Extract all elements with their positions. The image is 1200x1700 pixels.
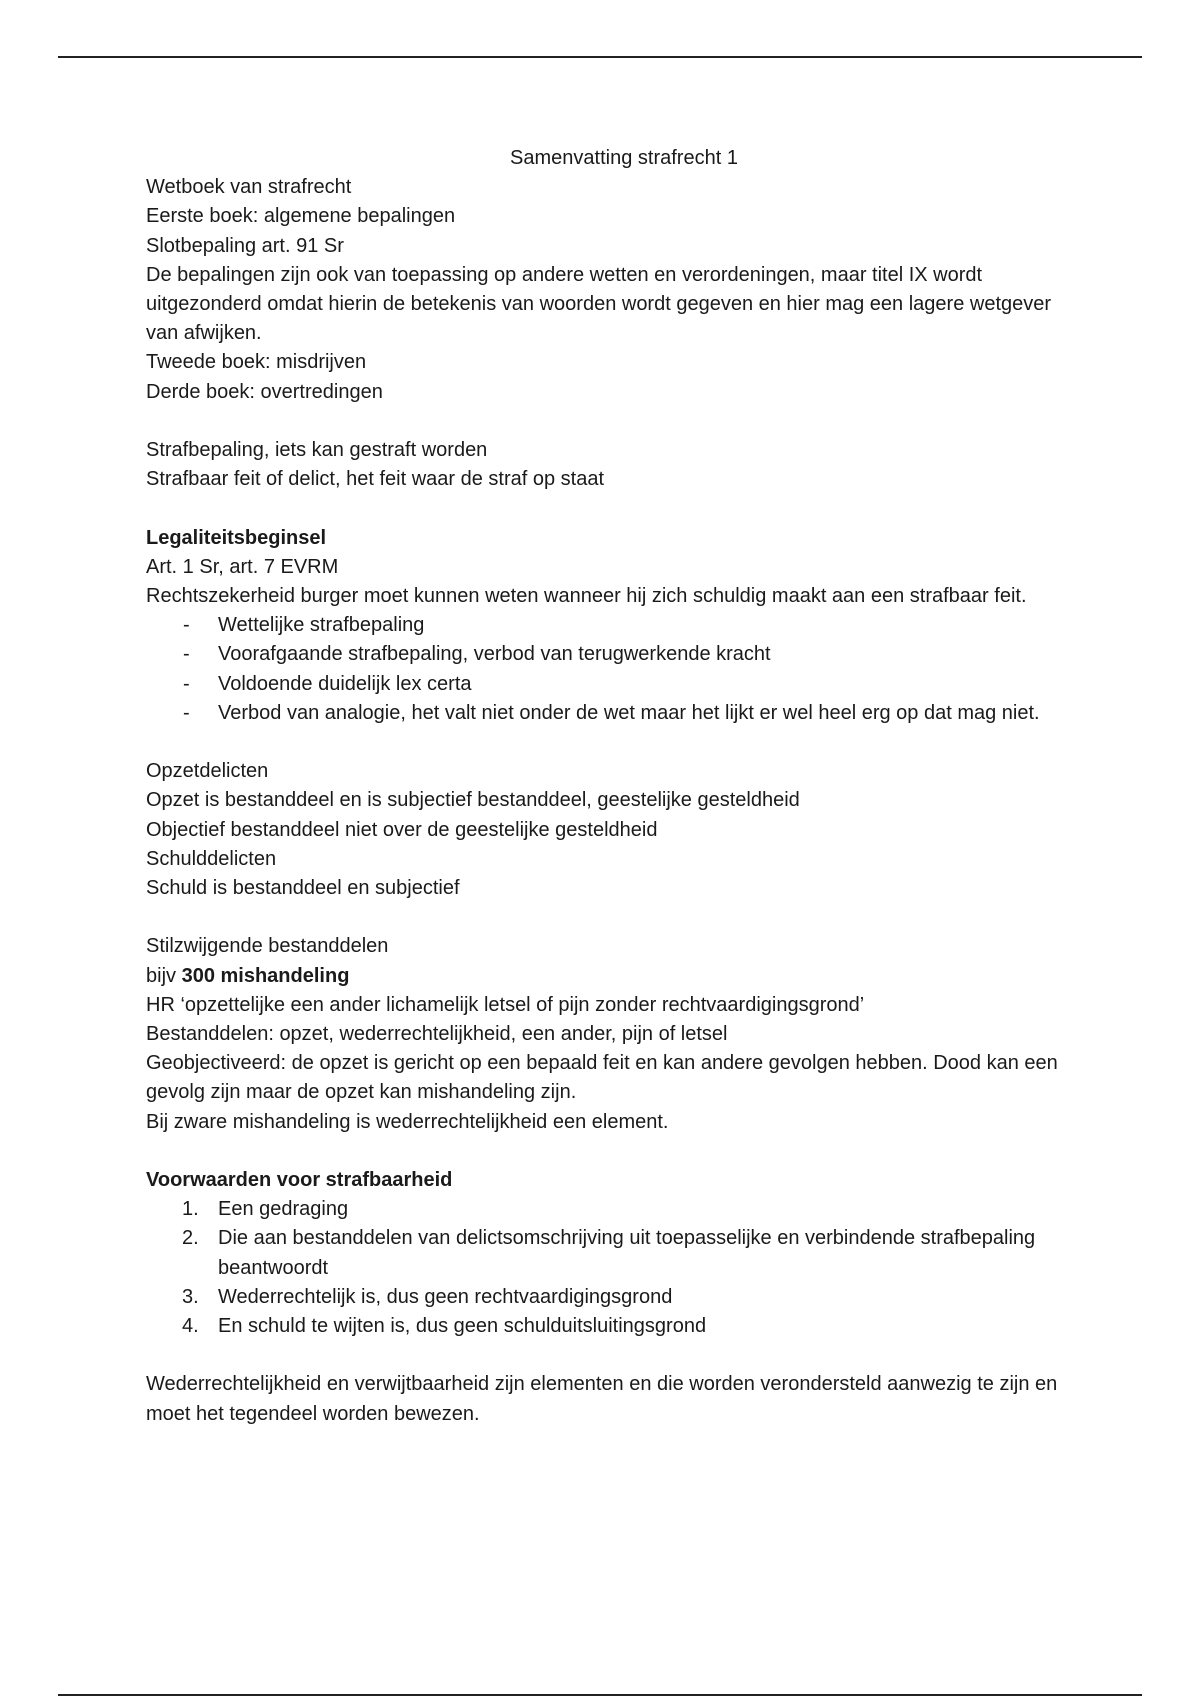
text-paragraph: Geobjectiveerd: de opzet is gericht op een bepaald feit en kan andere gevolgen hebben. Dood kan een gevolg zijn maar de opzet kan mishandeling zijn.	[146, 1052, 1058, 1104]
page-title: Samenvatting strafrecht 1	[510, 147, 738, 169]
text-line: Opzet is bestanddeel en is subjectief bestanddeel, geestelijke gesteldheid	[146, 789, 800, 812]
text-line: Bestanddelen: opzet, wederrechtelijkheid, een ander, pijn of letsel	[146, 1023, 728, 1046]
spacer	[146, 903, 1076, 932]
list-item	[146, 670, 1076, 699]
list-item	[146, 640, 1076, 669]
spacer	[146, 1137, 1076, 1166]
spacer	[146, 728, 1076, 757]
text-paragraph: De bepalingen zijn ook van toepassing op andere wetten en verordeningen, maar titel IX wordt uitgezonderd omdat hierin de betekenis van woorden wordt gegeven en hier mag een lagere wetgever van afwijken.	[146, 263, 1052, 345]
section-heading-stilzwijgend: Stilzwijgende bestanddelen	[146, 935, 389, 958]
text-line: Strafbepaling, iets kan gestraft worden	[146, 439, 488, 462]
example-line	[146, 962, 1076, 991]
list-item-text: En schuld te wijten is, dus geen schulduitsluitingsgrond	[218, 1315, 707, 1338]
list-item-text: Wederrechtelijk is, dus geen rechtvaardigingsgrond	[218, 1285, 673, 1308]
list-item-text: Wettelijke strafbepaling	[218, 614, 425, 637]
text-line: Derde boek: overtredingen	[146, 380, 383, 403]
list-number: 1.	[182, 1198, 199, 1221]
dash-marker: -	[183, 614, 190, 637]
spacer	[146, 494, 1076, 523]
document-body	[146, 144, 1076, 1429]
text-line: Eerste boek: algemene bepalingen	[146, 205, 456, 228]
list-item-text: Voorafgaande strafbepaling, verbod van terugwerkende kracht	[218, 643, 771, 666]
text-paragraph: Rechtszekerheid burger moet kunnen weten wanneer hij zich schuldig maakt aan een strafbaar feit.	[146, 585, 1027, 608]
conclusion-paragraph: Wederrechtelijkheid en verwijtbaarheid zijn elementen en die worden verondersteld aanwezig te zijn en moet het tegendeel worden bewezen.	[146, 1373, 1058, 1425]
list-item-text: Een gedraging	[218, 1198, 349, 1221]
text-line: Schulddelicten	[146, 847, 277, 870]
list-item	[146, 1283, 1076, 1312]
section-heading-voorwaarden: Voorwaarden voor strafbaarheid	[146, 1169, 453, 1192]
list-item-text: Die aan bestanddelen van delictsomschrijving uit toepasselijke en verbindende strafbepaling beantwoordt	[218, 1227, 1036, 1279]
list-number: 4.	[182, 1315, 199, 1338]
list-item-text: Voldoende duidelijk lex certa	[218, 672, 472, 695]
text-line: Art. 1 Sr, art. 7 EVRM	[146, 555, 339, 578]
numbered-list	[146, 1195, 1076, 1341]
footer-rule	[58, 1694, 1142, 1696]
text-line: Schuld is bestanddeel en subjectief	[146, 877, 460, 900]
text-line: Strafbaar feit of delict, het feit waar de straf op staat	[146, 468, 605, 491]
header-rule	[58, 56, 1142, 58]
text-line: Slotbepaling art. 91 Sr	[146, 234, 344, 257]
example-prefix: bijv	[146, 964, 182, 987]
text-line: Wetboek van strafrecht	[146, 176, 352, 199]
text-line: Tweede boek: misdrijven	[146, 351, 367, 374]
list-item	[146, 1195, 1076, 1224]
list-item-text: Verbod van analogie, het valt niet onder de wet maar het lijkt er wel heel erg op dat mag niet.	[218, 701, 1040, 724]
list-item	[146, 611, 1076, 640]
spacer	[146, 1341, 1076, 1370]
example-bold: 300 mishandeling	[181, 964, 350, 987]
text-line: HR ‘opzettelijke een ander lichamelijk letsel of pijn zonder rechtvaardigingsgrond’	[146, 993, 865, 1016]
list-item	[146, 699, 1076, 728]
dash-marker: -	[183, 643, 190, 666]
section-heading-legaliteit: Legaliteitsbeginsel	[146, 526, 327, 549]
spacer	[146, 407, 1076, 436]
list-number: 2.	[182, 1227, 199, 1250]
list-item	[146, 1224, 1076, 1282]
text-line: Opzetdelicten	[146, 760, 269, 783]
dash-marker: -	[183, 701, 190, 724]
list-number: 3.	[182, 1285, 199, 1308]
text-line: Bij zware mishandeling is wederrechtelijkheid een element.	[146, 1110, 669, 1133]
bullet-list	[146, 611, 1076, 728]
text-line: Objectief bestanddeel niet over de geestelijke gesteldheid	[146, 818, 658, 841]
dash-marker: -	[183, 672, 190, 695]
list-item	[146, 1312, 1076, 1341]
